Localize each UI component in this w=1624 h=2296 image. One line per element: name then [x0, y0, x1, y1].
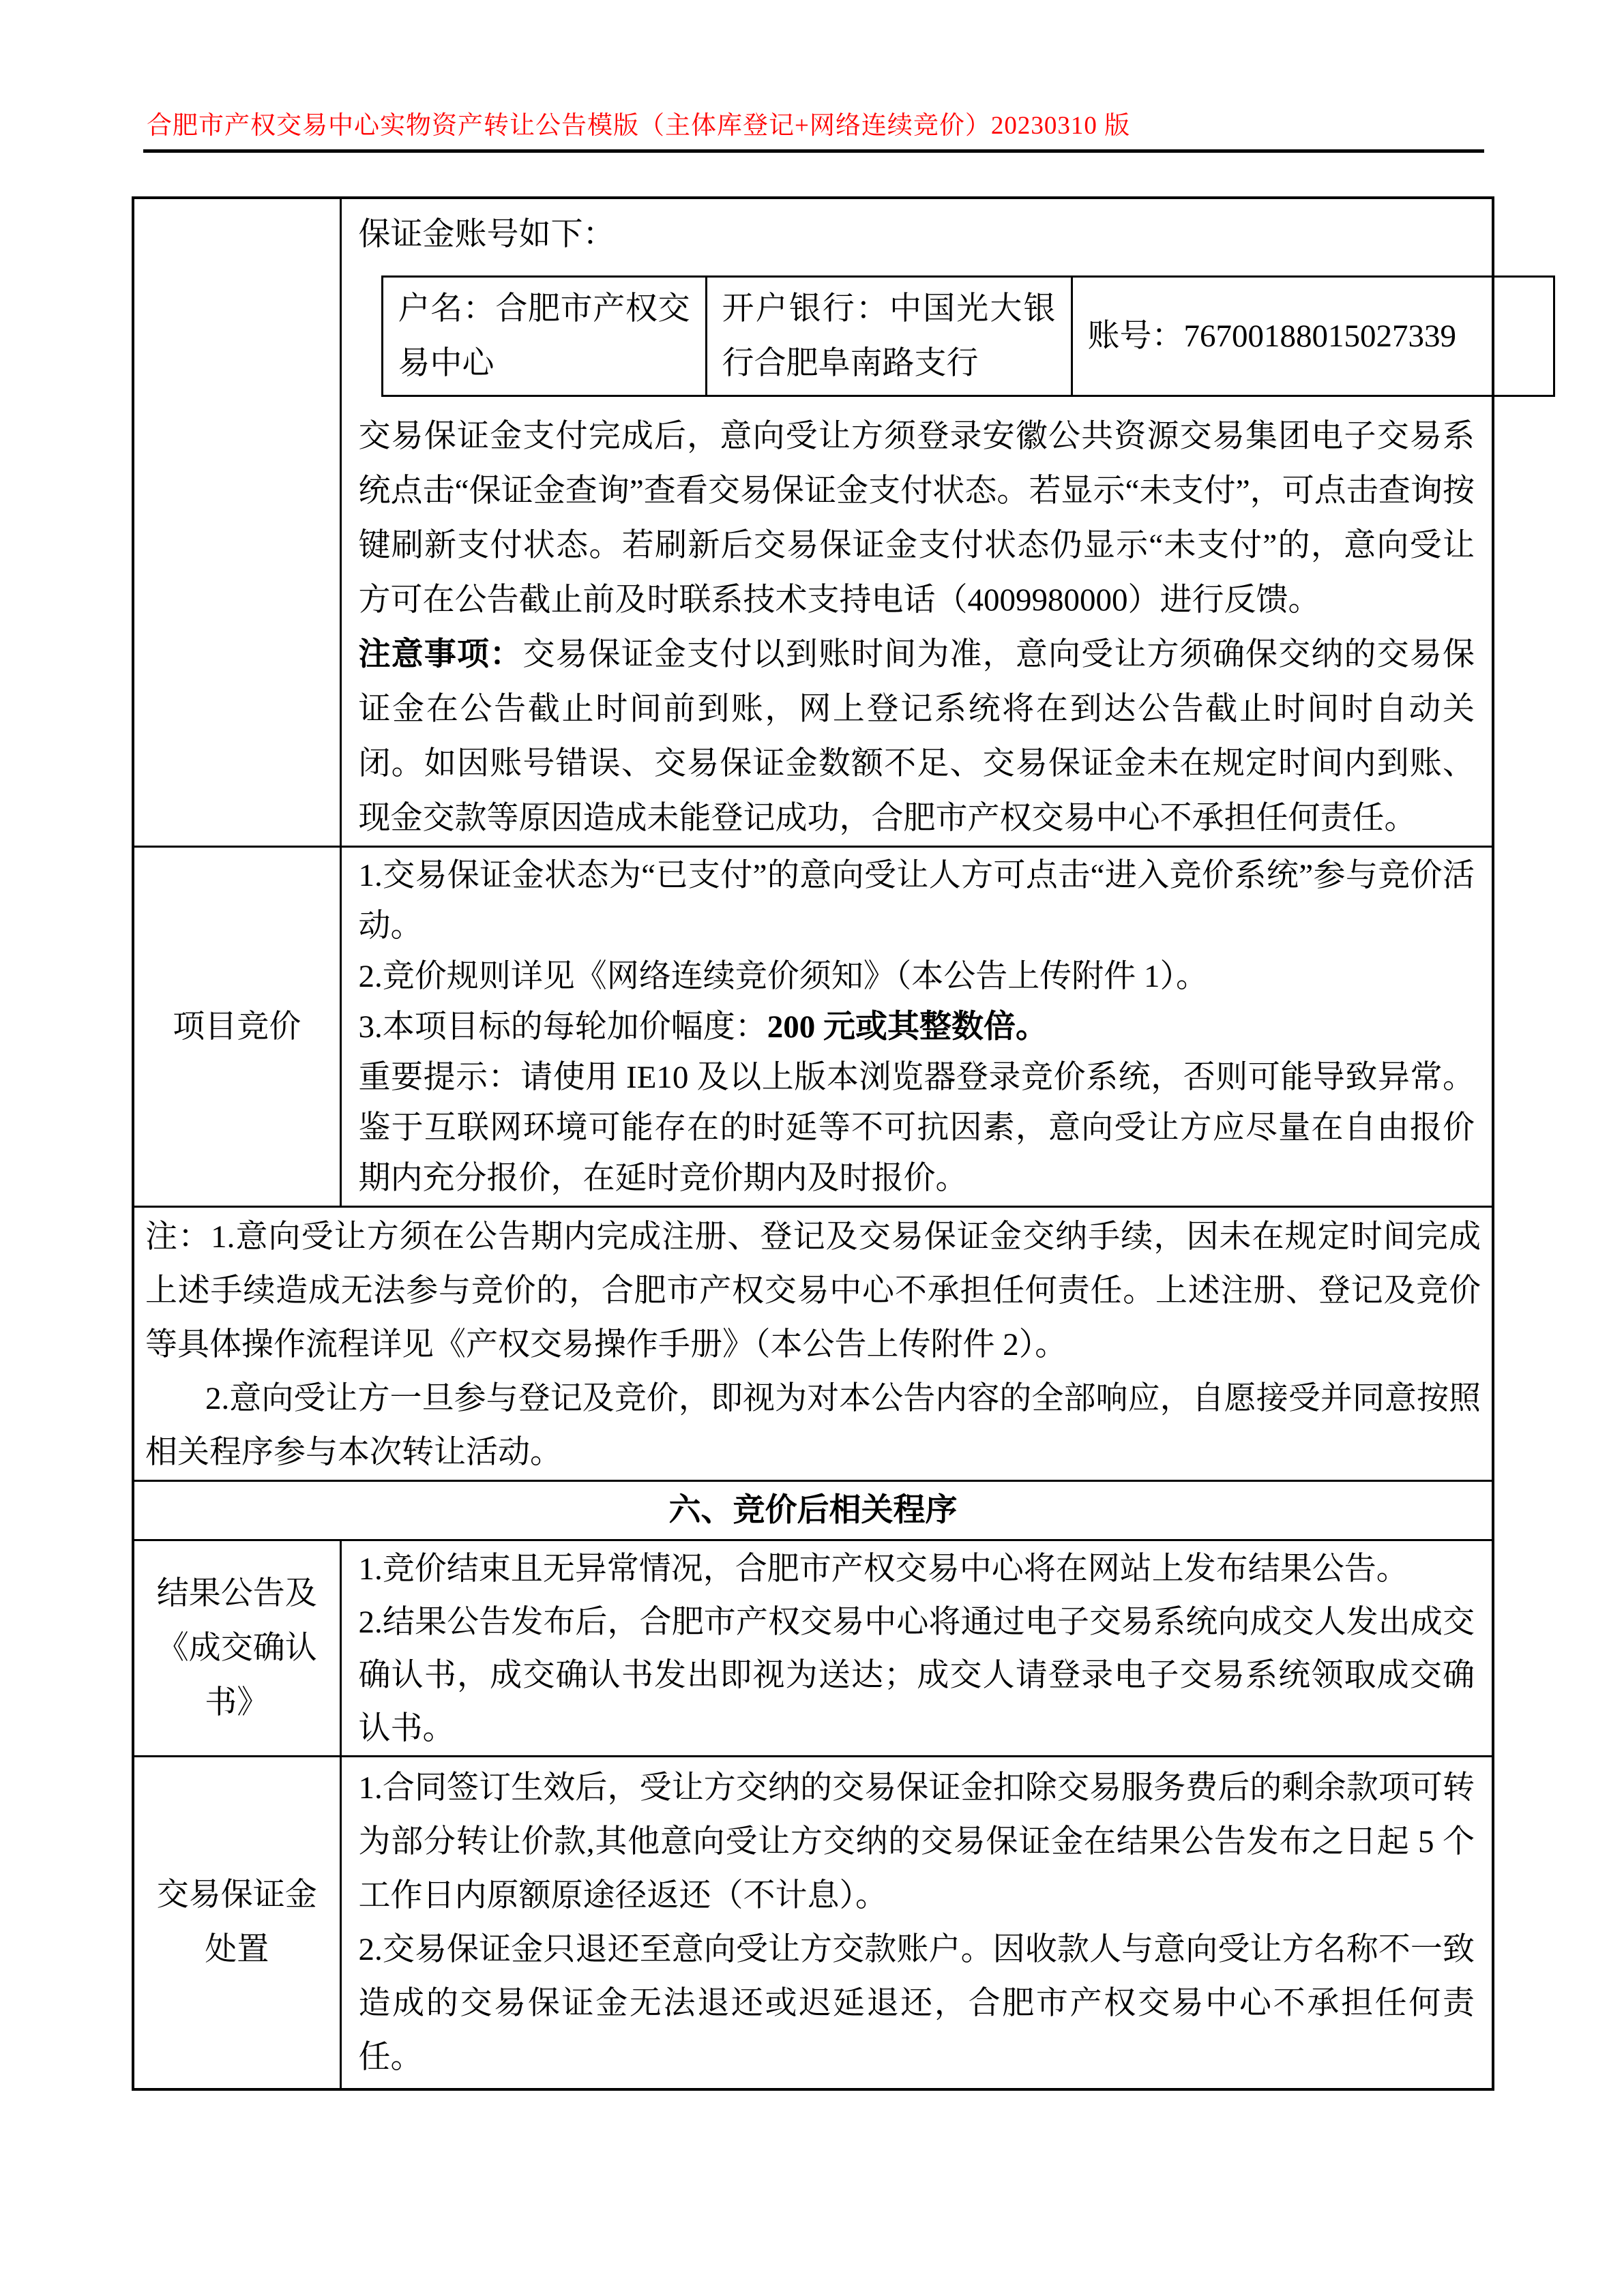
deposit-row-label-empty [133, 198, 340, 847]
bank-name-cell: 开户银行：中国光大银行合肥阜南路支行 [706, 277, 1072, 396]
result-item-1: 1.竞价结束且无异常情况，合肥市产权交易中心将在网站上发布结果公告。 [358, 1551, 1408, 1587]
bidding-item-2: 2.竞价规则详见《网络连续竞价须知》（本公告上传附件 1）。 [358, 959, 1208, 994]
table-row-note [133, 1207, 1493, 1481]
note-cell [133, 1207, 1493, 1481]
announcement-table [132, 196, 1494, 2091]
disposal-item-1: 1.合同签订生效后，受让方交纳的交易保证金扣除交易服务费后的剩余款项可转为部分转让价款,其他意向受让方交纳的交易保证金在结果公告发布之日起 5 个工作日内原额原途径返还（不计息）。 [358, 1770, 1475, 1913]
result-row-content-cell [340, 1540, 1493, 1757]
deposit-account-intro: 保证金账号如下： [358, 217, 615, 252]
note-paragraph-1: 注：1.意向受让方须在公告期内完成注册、登记及交易保证金交纳手续，因未在规定时间完成上述手续造成无法参与竞价的，合肥市产权交易中心不承担任何责任。上述注册、登记及竞价等具体操作流程详见《产权交易操作手册》（本公告上传附件 2）。 [145, 1219, 1481, 1362]
notice-text: 交易保证金支付以到账时间为准，意向受让方须确保交纳的交易保证金在公告截止时间前到账，网上登记系统将在到达公告截止时间时自动关闭。如因账号错误、交易保证金数额不足、交易保证金未在规定时间内到账、现金交款等原因造成未能登记成功，合肥市产权交易中心不承担任何责任。 [358, 637, 1475, 836]
bidding-row-label [133, 847, 340, 1207]
table-row-bidding [133, 847, 1493, 1207]
bidding-item-1: 1.交易保证金状态为“已支付”的意向受让人方可点击“进入竞价系统”参与竞价活动。 [358, 858, 1475, 944]
title-underline [143, 149, 1484, 153]
note-paragraph-2: 2.意向受让方一旦参与登记及竞价，即视为对本公告内容的全部响应，自愿接受并同意按照相关程序参与本次转让活动。 [145, 1381, 1481, 1470]
bank-account-row [382, 277, 1554, 396]
bidding-item-3-increment: 200 元或其整数倍。 [767, 1009, 1048, 1045]
table-row-result [133, 1540, 1493, 1757]
notice-paragraph [359, 627, 1475, 846]
bidding-item-3-prefix: 3.本项目标的每轮加价幅度： [358, 1009, 767, 1045]
result-label-line-1: 结果公告及 [156, 1576, 317, 1611]
disposal-label-line-1: 交易保证金 [156, 1877, 317, 1913]
section-header: 六、竞价后相关程序 [133, 1481, 1493, 1540]
bidding-item-3 [359, 1002, 1475, 1052]
table-row-section-header [133, 1481, 1493, 1540]
disposal-item-2: 2.交易保证金只退还至意向受让方交款账户。因收款人与意向受让方名称不一致造成的交易保证金无法退还或迟延退还，合肥市产权交易中心不承担任何责任。 [358, 1932, 1475, 2075]
bidding-row-content-cell [340, 847, 1493, 1207]
result-label-line-2: 《成交确认 [156, 1630, 317, 1666]
table-row-deposit [133, 198, 1493, 847]
disposal-row-content-cell [340, 1757, 1493, 2089]
bidding-label-text: 项目竞价 [173, 1009, 301, 1045]
page-title: 合肥市产权交易中心实物资产转让公告模版（主体库登记+网络连续竞价）20230310 版 [147, 112, 1131, 140]
payment-status-paragraph: 交易保证金支付完成后，意向受让方须登录安徽公共资源交易集团电子交易系统点击“保证金查询”查看交易保证金支付状态。若显示“未支付”，可点击查询按键刷新支付状态。若刷新后交易保证金支付状态仍显示“未支付”的，意向受让方可在公告截止前及时联系技术支持电话（4009980000）进行反馈。 [358, 419, 1475, 618]
table-row-disposal [133, 1757, 1493, 2089]
result-label-line-3: 书》 [205, 1685, 269, 1720]
bidding-tip-paragraph: 重要提示：请使用 IE10 及以上版本浏览器登录竞价系统，否则可能导致异常。鉴于互联网环境可能存在的时延等不可抗因素，意向受让方应尽量在自由报价期内充分报价，在延时竞价期内及时报价。 [358, 1060, 1475, 1196]
result-item-2: 2.结果公告发布后，合肥市产权交易中心将通过电子交易系统向成交人发出成交确认书，成交确认书发出即视为送达；成交人请登录电子交易系统领取成交确认书。 [358, 1605, 1475, 1746]
bank-account-table [381, 275, 1555, 397]
notice-label: 注意事项： [358, 637, 523, 672]
deposit-row-content-cell [340, 198, 1493, 847]
disposal-label-line-2: 处置 [205, 1932, 269, 1968]
account-holder-cell: 户名：合肥市产权交易中心 [382, 277, 706, 396]
disposal-row-label [133, 1757, 340, 2089]
result-row-label [133, 1540, 340, 1757]
account-number-cell: 账号：76700188015027339 [1072, 277, 1554, 396]
